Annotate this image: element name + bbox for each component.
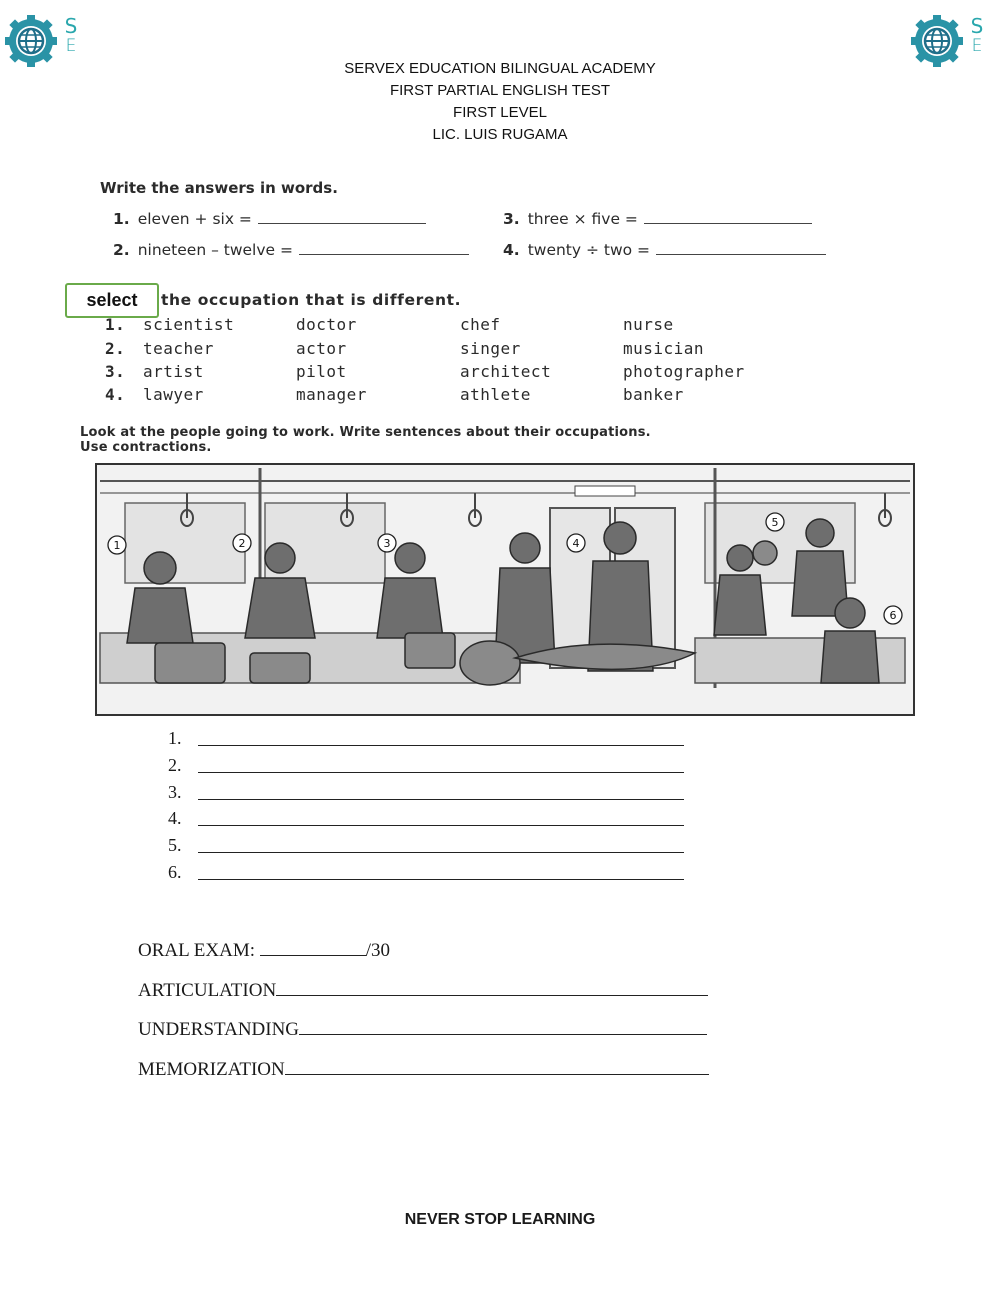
articulation-field: ARTICULATION <box>138 980 708 1002</box>
answer-line-2[interactable]: 2. <box>168 755 688 782</box>
memorization-field: MEMORIZATION <box>138 1059 709 1081</box>
select-dropdown[interactable]: select <box>65 283 159 318</box>
understanding-field: UNDERSTANDING <box>138 1019 707 1041</box>
occupation-word: actor <box>296 339 347 358</box>
answer-blank[interactable] <box>258 210 426 224</box>
answer-line-3[interactable]: 3. <box>168 782 688 809</box>
figure-label-5: 5 <box>771 516 779 529</box>
sentence-answer-list <box>168 728 688 889</box>
oral-score-blank[interactable] <box>260 940 366 956</box>
test-name: FIRST PARTIAL ENGLISH TEST <box>389 82 611 99</box>
test-header <box>0 58 1000 146</box>
understanding-blank[interactable] <box>299 1019 707 1035</box>
occupation-word: lawyer <box>143 385 204 404</box>
answer-line-4[interactable]: 4. <box>168 808 688 835</box>
occupation-word: architect <box>460 362 552 381</box>
test-level: FIRST LEVEL <box>453 104 547 121</box>
occupation-word: pilot <box>296 362 347 381</box>
occupation-word: singer <box>460 339 521 358</box>
answer-blank[interactable] <box>644 210 812 224</box>
subway-illustration <box>95 463 915 716</box>
occupation-word: banker <box>623 385 684 404</box>
occupation-word: musician <box>623 339 705 358</box>
school-name: SERVEX EDUCATION BILINGUAL ACADEMY <box>344 60 656 77</box>
section1-title: Write the answers in words. <box>100 179 338 197</box>
occupation-word: manager <box>296 385 367 404</box>
figure-label-2: 2 <box>238 537 246 550</box>
occupation-word: photographer <box>623 362 745 381</box>
answer-blank[interactable] <box>656 241 826 255</box>
occupation-word: teacher <box>143 339 214 358</box>
answer-line-5[interactable]: 5. <box>168 835 688 862</box>
oral-exam-score: ORAL EXAM: /30 <box>138 940 391 961</box>
memorization-blank[interactable] <box>285 1059 709 1075</box>
logo-lettering: S E <box>64 14 78 56</box>
answer-line-6[interactable]: 6. <box>168 862 688 889</box>
articulation-blank[interactable] <box>276 980 708 996</box>
section2-title: the occupation that is different. <box>161 291 462 309</box>
answer-line-1[interactable]: 1. <box>168 728 688 755</box>
occupation-row-1: 1. scientist doctor chef nurse <box>105 315 674 334</box>
footer-motto: NEVER STOP LEARNING <box>404 1211 596 1228</box>
occupation-word: scientist <box>143 315 235 334</box>
logo-lettering: S E <box>970 14 984 56</box>
occupation-row-3: 3. artist pilot architect photographer <box>105 362 745 381</box>
math-question-4: 4. twenty ÷ two = <box>503 241 826 259</box>
occupation-word: doctor <box>296 315 357 334</box>
section3-instruction: Look at the people going to work. Write sentences about their occupations. Use contractions. <box>80 425 651 455</box>
occupation-word: athlete <box>460 385 531 404</box>
figure-label-6: 6 <box>889 609 897 622</box>
occupation-row-2: 2. teacher actor singer musician <box>105 339 705 358</box>
occupation-word: chef <box>460 315 501 334</box>
figure-label-1: 1 <box>113 539 121 552</box>
figure-label-3: 3 <box>383 537 391 550</box>
teacher-name: LIC. LUIS RUGAMA <box>432 126 568 143</box>
figure-label-4: 4 <box>572 537 580 550</box>
occupation-word: artist <box>143 362 204 381</box>
occupation-word: nurse <box>623 315 674 334</box>
occupation-row-4: 4. lawyer manager athlete banker <box>105 385 684 404</box>
math-question-1: 1. eleven + six = <box>113 210 426 228</box>
answer-blank[interactable] <box>299 241 469 255</box>
math-question-2: 2. nineteen – twelve = <box>113 241 469 259</box>
math-question-3: 3. three × five = <box>503 210 812 228</box>
